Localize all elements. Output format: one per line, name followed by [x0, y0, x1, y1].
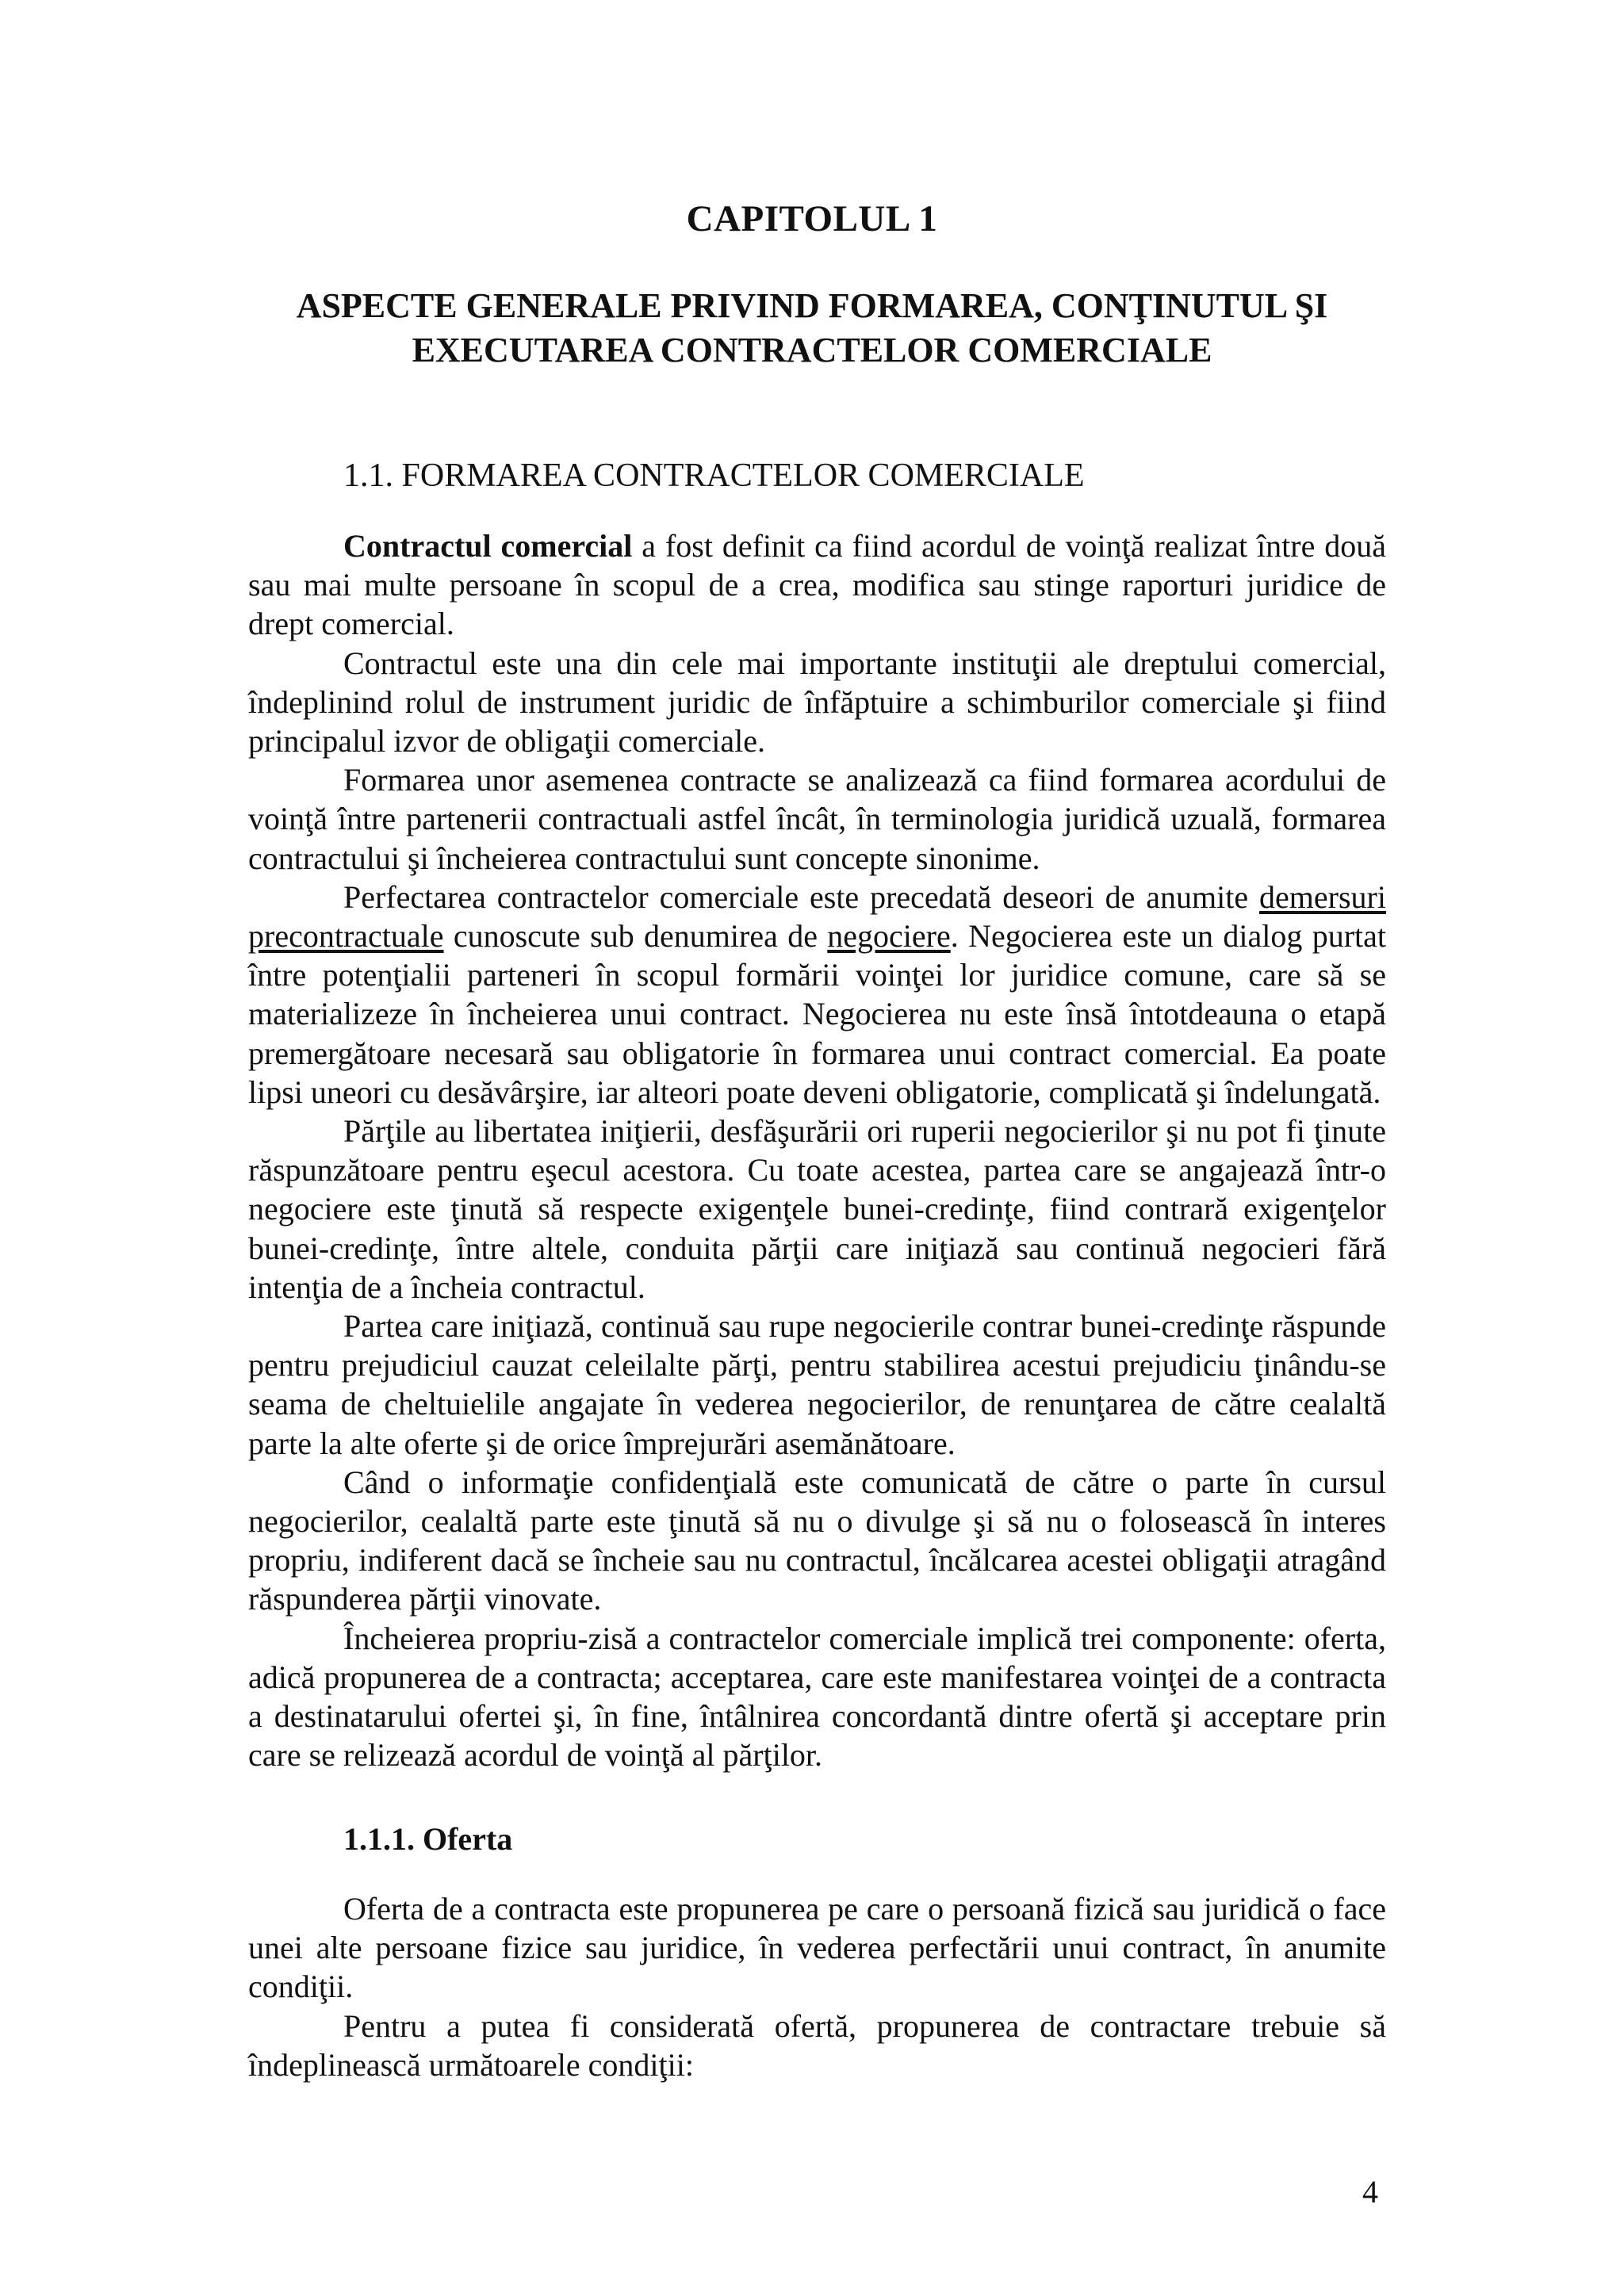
paragraph: Partea care iniţiază, continuă sau rupe negocierile contrar bunei-credinţe răspunde pentru prejudiciul cauzat celeilalte părţi, pentru stabilirea acestui prejudiciu ţinându-se seama de cheltuielile angajate în vederea negocierilor, de renunţarea de către cealaltă parte la alte oferte şi de orice împrejurări asemănătoare. [248, 1308, 1386, 1461]
paragraph-text: cunoscute sub denumirea de [443, 918, 828, 955]
paragraph: Părţile au libertatea iniţierii, desfăşurării ori ruperii negocierilor şi nu pot fi ţinute răspunzătoare pentru eşecul acestora. Cu toate acestea, partea care se angajează într-o negociere este ţinută să respecte exigenţele bunei-credinţe, fiind contrară exigenţelor bunei-credinţe, între altele, conduita părţii care iniţiază sau continuă negocieri fără intenţia de a încheia contractul. [248, 1113, 1386, 1305]
paragraph: Formarea unor asemenea contracte se analizează ca fiind formarea acordului de voinţă între partenerii contractuali astfel încât, în terminologia juridică uzuală, formarea contractului şi încheierea contractului sunt concepte sinonime. [248, 762, 1386, 876]
paragraph [248, 878, 1386, 1112]
section-body [248, 526, 1386, 1775]
underlined-term: negociere [827, 918, 951, 955]
chapter-title [198, 284, 1426, 373]
chapter-label: CAPITOLUL 1 [686, 198, 938, 239]
underlined-term: demersuri precontractuale [248, 878, 1386, 955]
bold-term: Contractul comercial [343, 528, 633, 564]
paragraph-text: Perfectarea contractelor comerciale este precedată deseori de anumite [343, 878, 1260, 915]
paragraph: Încheierea propriu-zisă a contractelor comerciale implică trei componente: oferta, adică propunerea de a contracta; acceptarea, care este manifestarea voinţei de a contracta a destinatarului ofertei şi, în fine, întâlnirea concordantă dintre ofertă şi acceptare prin care se relizează acordul de voinţă al părţilor. [248, 1620, 1386, 1774]
chapter-title-line-1: ASPECTE GENERALE PRIVIND FORMAREA, CONŢINUTUL ŞI [296, 286, 1328, 325]
paragraph: Oferta de a contracta este propunerea pe care o persoană fizică sau juridică o face unei alte persoane fizice sau juridice, în vederea perfectării unui contract, în anumite condiţii. [248, 1891, 1386, 2005]
paragraph-text: . Negocierea este un dialog purtat între potenţialii parteneri în scopul formării voinţei lor juridice comune, care să se materializeze în încheierea unui contract. Negocierea nu este însă întotdeauna o etapă premergătoare necesară sau obligatorie în formarea unui contract comercial. Ea poate lipsi uneori cu desăvârşire, iar alteori poate deveni obligatorie, complicată şi îndelungată. [248, 918, 1386, 1110]
paragraph-text: a fost definit ca fiind acordul de voinţă realizat între două sau mai multe persoane în scopul de a crea, modifica sau stinge raporturi juridice de drept comercial. [248, 528, 1386, 642]
subsection-heading: 1.1.1. Oferta [343, 1821, 513, 1857]
paragraph: Contractul este una din cele mai importante instituţii ale dreptului comercial, îndeplinind rolul de instrument juridic de înfăptuire a schimburilor comerciale şi fiind principalul izvor de obligaţii comerciale. [248, 645, 1386, 760]
section-heading: 1.1. FORMAREA CONTRACTELOR COMERCIALE [343, 457, 1085, 494]
paragraph: Când o informaţie confidenţială este comunicată de către o parte în cursul negocierilor, cealaltă parte este ţinută să nu o divulge şi să nu o folosească în interes propriu, indiferent dacă se încheie sau nu contractul, încălcarea acestei obligaţii atragând răspunderea părţii vinovate. [248, 1464, 1386, 1617]
chapter-title-line-2: EXECUTAREA CONTRACTELOR COMERCIALE [412, 331, 1212, 369]
paragraph [248, 526, 1386, 644]
subsection-body [248, 1889, 1386, 2084]
page-number: 4 [1362, 2174, 1378, 2210]
paragraph: Pentru a putea fi considerată ofertă, propunerea de contractare trebuie să îndeplinească următoarele condiţii: [248, 2007, 1386, 2083]
